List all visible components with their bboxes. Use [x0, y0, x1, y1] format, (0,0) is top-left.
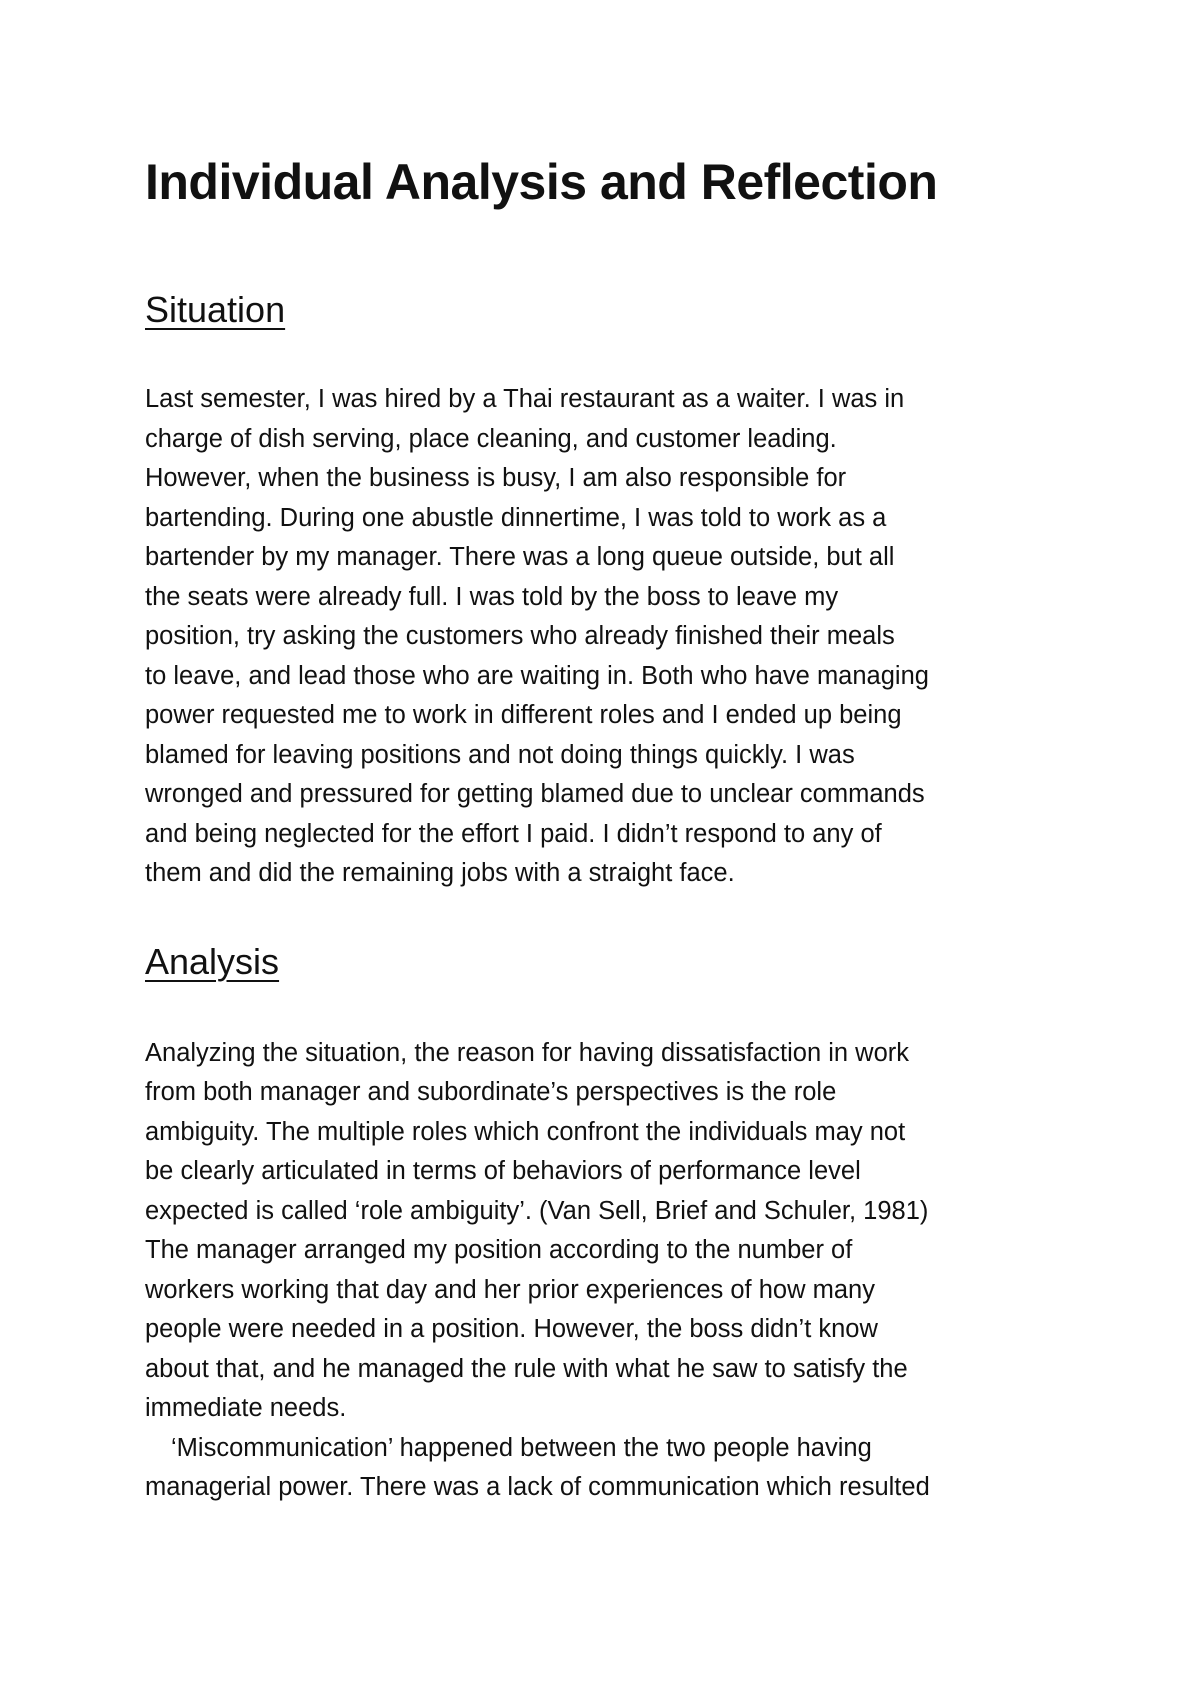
- paragraph-line: bartending. During one abustle dinnertime, I was told to work as a: [145, 503, 887, 532]
- paragraph-line: and being neglected for the effort I paid. I didn’t respond to any of: [145, 819, 882, 848]
- paragraph-line: wronged and pressured for getting blamed due to unclear commands: [145, 780, 925, 808]
- paragraph-line: Analyzing the situation, the reason for having dissatisfaction in work: [145, 1038, 910, 1067]
- paragraph-line: the seats were already full. I was told by the boss to leave my: [145, 582, 839, 611]
- paragraph-line: However, when the business is busy, I am also responsible for: [145, 464, 847, 492]
- paragraph-line: about that, and he managed the rule with what he saw to satisfy the: [145, 1354, 908, 1383]
- situation-paragraph: [145, 380, 1085, 894]
- analysis-paragraph: [145, 1034, 1085, 1429]
- paragraph-line: power requested me to work in different roles and I ended up being: [145, 701, 902, 729]
- paragraph-line: be clearly articulated in terms of behaviors of performance level: [145, 1157, 861, 1185]
- paragraph-line: Last semester, I was hired by a Thai restaurant as a waiter. I was in: [145, 385, 905, 413]
- paragraph-line: The manager arranged my position according to the number of: [145, 1236, 853, 1264]
- paragraph-line: from both manager and subordinate’s perspectives is the role: [145, 1078, 837, 1106]
- section-heading-analysis: Analysis: [145, 940, 280, 982]
- paragraph-line: bartender by my manager. There was a long queue outside, but all: [145, 543, 895, 571]
- document-body: [145, 150, 1085, 1508]
- paragraph-line: position, try asking the customers who already finished their meals: [145, 622, 895, 650]
- paragraph-line: blamed for leaving positions and not doing things quickly. I was: [145, 740, 855, 769]
- paragraph-line: charge of dish serving, place cleaning, and customer leading.: [145, 424, 837, 453]
- analysis-paragraph-continued: [145, 1429, 1085, 1508]
- paragraph-line: managerial power. There was a lack of communication which resulted: [145, 1473, 930, 1501]
- paragraph-line: immediate needs.: [145, 1394, 347, 1422]
- paragraph-line: workers working that day and her prior experiences of how many: [145, 1275, 875, 1304]
- paragraph-line: expected is called ‘role ambiguity’. (Van Sell, Brief and Schuler, 1981): [145, 1196, 929, 1225]
- document-title: Individual Analysis and Reflection: [145, 154, 938, 210]
- section-heading-situation: Situation: [145, 289, 286, 330]
- paragraph-line: ambiguity. The multiple roles which confront the individuals may not: [145, 1117, 906, 1146]
- paragraph-line: ‘Miscommunication’ happened between the two people having: [171, 1433, 872, 1462]
- paragraph-line: them and did the remaining jobs with a straight face.: [145, 859, 735, 887]
- paragraph-line: to leave, and lead those who are waiting in. Both who have managing: [145, 661, 929, 690]
- paragraph-line: people were needed in a position. However, the boss didn’t know: [145, 1315, 878, 1343]
